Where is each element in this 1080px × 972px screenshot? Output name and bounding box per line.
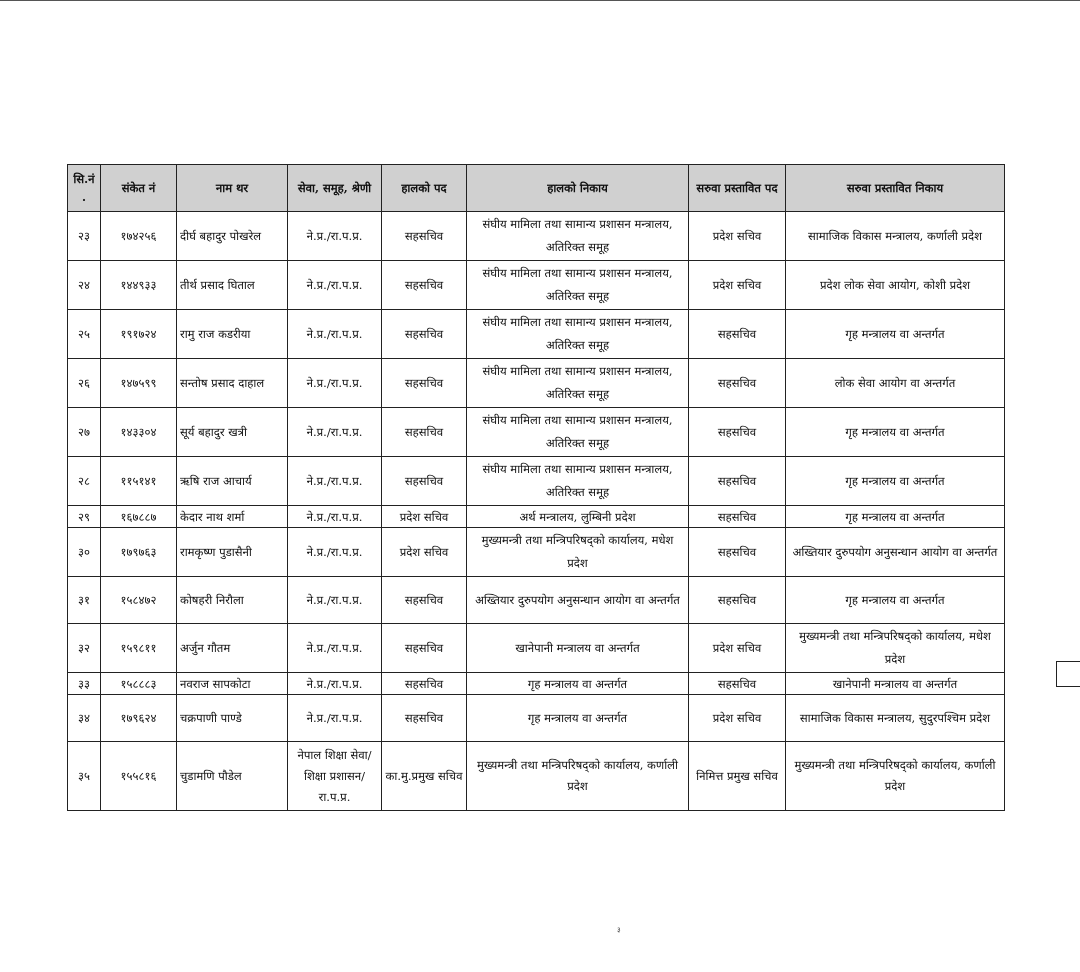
cell-code: १७९७६३ (101, 528, 177, 577)
cell-current-office: अख्तियार दुरुपयोग अनुसन्धान आयोग वा अन्तर्गत (467, 577, 689, 624)
table-row (68, 261, 1005, 310)
cell-proposed-office: गृह मन्त्रालय वा अन्तर्गत (786, 577, 1005, 624)
table-row (68, 212, 1005, 261)
cell-proposed-office: अख्तियार दुरुपयोग अनुसन्धान आयोग वा अन्तर्गत (786, 528, 1005, 577)
cell-service: ने.प्र./रा.प.प्र. (288, 408, 382, 457)
cell-proposed-post: सहसचिव (689, 577, 786, 624)
cell-sn: २९ (68, 506, 101, 528)
cell-name: अर्जुन गौतम (177, 624, 288, 673)
cell-current-office: संघीय मामिला तथा सामान्य प्रशासन मन्त्रालय, अतिरिक्त समूह (467, 212, 689, 261)
cell-current-office: संघीय मामिला तथा सामान्य प्रशासन मन्त्रालय, अतिरिक्त समूह (467, 310, 689, 359)
cell-sn: २८ (68, 457, 101, 506)
table-row (68, 457, 1005, 506)
table-row (68, 673, 1005, 695)
cell-proposed-post: प्रदेश सचिव (689, 212, 786, 261)
table-row (68, 624, 1005, 673)
header-proposed-office: सरुवा प्रस्तावित निकाय (786, 165, 1005, 212)
cell-service: ने.प्र./रा.प.प्र. (288, 310, 382, 359)
cell-current-office: गृह मन्त्रालय वा अन्तर्गत (467, 695, 689, 742)
cell-code: १५८८८३ (101, 673, 177, 695)
table-row (68, 742, 1005, 811)
cell-current-post: सहसचिव (382, 408, 467, 457)
cell-current-office: गृह मन्त्रालय वा अन्तर्गत (467, 673, 689, 695)
cell-service: ने.प्र./रा.प.प्र. (288, 359, 382, 408)
table-row (68, 695, 1005, 742)
cell-name: नवराज सापकोटा (177, 673, 288, 695)
cell-proposed-office: मुख्यमन्त्री तथा मन्त्रिपरिषद्को कार्यालय, कर्णाली प्रदेश (786, 742, 1005, 811)
cell-name: तीर्थ प्रसाद घिताल (177, 261, 288, 310)
cell-service: ने.प्र./रा.प.प्र. (288, 624, 382, 673)
cell-current-post: सहसचिव (382, 359, 467, 408)
cell-code: १७९६२४ (101, 695, 177, 742)
cell-proposed-post: सहसचिव (689, 673, 786, 695)
cell-proposed-post: सहसचिव (689, 506, 786, 528)
cell-current-post: प्रदेश सचिव (382, 506, 467, 528)
cell-name: ऋषि राज आचार्य (177, 457, 288, 506)
cell-current-office: मुख्यमन्त्री तथा मन्त्रिपरिषद्को कार्यालय, कर्णाली प्रदेश (467, 742, 689, 811)
cell-sn: ३३ (68, 673, 101, 695)
cell-service: ने.प्र./रा.प.प्र. (288, 212, 382, 261)
cell-code: १४३३०४ (101, 408, 177, 457)
cell-current-post: सहसचिव (382, 261, 467, 310)
cell-code: ११५१४१ (101, 457, 177, 506)
cell-proposed-office: सामाजिक विकास मन्त्रालय, सुदुरपश्चिम प्रदेश (786, 695, 1005, 742)
cell-name: चुडामणि पौडेल (177, 742, 288, 811)
cell-code: १६७८८७ (101, 506, 177, 528)
cell-service: ने.प्र./रा.प.प्र. (288, 261, 382, 310)
cell-current-post: सहसचिव (382, 695, 467, 742)
cell-current-office: संघीय मामिला तथा सामान्य प्रशासन मन्त्रालय, अतिरिक्त समूह (467, 261, 689, 310)
cell-code: १९१७२४ (101, 310, 177, 359)
page-number: ३ (617, 926, 621, 934)
cell-proposed-office: गृह मन्त्रालय वा अन्तर्गत (786, 457, 1005, 506)
cell-service: ने.प्र./रा.प.प्र. (288, 673, 382, 695)
cell-current-post: सहसचिव (382, 577, 467, 624)
cell-sn: २६ (68, 359, 101, 408)
cell-sn: २५ (68, 310, 101, 359)
cell-current-office: मुख्यमन्त्री तथा मन्त्रिपरिषद्को कार्यालय, मधेश प्रदेश (467, 528, 689, 577)
table-row (68, 310, 1005, 359)
cell-sn: ३४ (68, 695, 101, 742)
cell-code: १४७५९९ (101, 359, 177, 408)
cell-current-office: संघीय मामिला तथा सामान्य प्रशासन मन्त्रालय, अतिरिक्त समूह (467, 408, 689, 457)
header-current-office: हालको निकाय (467, 165, 689, 212)
cell-current-post: प्रदेश सचिव (382, 528, 467, 577)
table-row (68, 528, 1005, 577)
table-row (68, 359, 1005, 408)
cell-code: १५८४७२ (101, 577, 177, 624)
header-proposed-post: सरुवा प्रस्तावित पद (689, 165, 786, 212)
cell-service: ने.प्र./रा.प.प्र. (288, 577, 382, 624)
cell-proposed-post: सहसचिव (689, 408, 786, 457)
header-name: नाम थर (177, 165, 288, 212)
cell-proposed-office: गृह मन्त्रालय वा अन्तर्गत (786, 506, 1005, 528)
transfer-table (67, 164, 1005, 811)
table-row (68, 408, 1005, 457)
header-row (68, 165, 1005, 212)
header-current-post: हालको पद (382, 165, 467, 212)
cell-sn: २७ (68, 408, 101, 457)
cell-current-post: सहसचिव (382, 457, 467, 506)
cell-code: १५५८१६ (101, 742, 177, 811)
cell-name: सूर्य बहादुर खत्री (177, 408, 288, 457)
cell-sn: २४ (68, 261, 101, 310)
cell-current-office: अर्थ मन्त्रालय, लुम्बिनी प्रदेश (467, 506, 689, 528)
cell-proposed-post: सहसचिव (689, 310, 786, 359)
cell-name: केदार नाथ शर्मा (177, 506, 288, 528)
cell-code: १७४२५६ (101, 212, 177, 261)
cell-proposed-post: प्रदेश सचिव (689, 624, 786, 673)
cell-code: १४४९३३ (101, 261, 177, 310)
cell-sn: २३ (68, 212, 101, 261)
cell-proposed-office: गृह मन्त्रालय वा अन्तर्गत (786, 310, 1005, 359)
cell-proposed-office: सामाजिक विकास मन्त्रालय, कर्णाली प्रदेश (786, 212, 1005, 261)
cell-service: ने.प्र./रा.प.प्र. (288, 506, 382, 528)
cell-current-post: सहसचिव (382, 212, 467, 261)
cell-name: रामकृष्ण पुडासैनी (177, 528, 288, 577)
adjacent-table-fragment (1056, 661, 1080, 687)
cell-sn: ३० (68, 528, 101, 577)
cell-proposed-office: प्रदेश लोक सेवा आयोग, कोशी प्रदेश (786, 261, 1005, 310)
cell-service: नेपाल शिक्षा सेवा/ शिक्षा प्रशासन/रा.प.प्र. (288, 742, 382, 811)
table-row (68, 577, 1005, 624)
cell-proposed-post: सहसचिव (689, 528, 786, 577)
cell-proposed-post: प्रदेश सचिव (689, 695, 786, 742)
cell-name: सन्तोष प्रसाद दाहाल (177, 359, 288, 408)
top-border-line (0, 0, 1080, 1)
cell-name: रामु राज कडरीया (177, 310, 288, 359)
header-service: सेवा, समूह, श्रेणी (288, 165, 382, 212)
cell-current-post: सहसचिव (382, 310, 467, 359)
cell-proposed-post: प्रदेश सचिव (689, 261, 786, 310)
cell-proposed-office: मुख्यमन्त्री तथा मन्त्रिपरिषद्को कार्यालय, मधेश प्रदेश (786, 624, 1005, 673)
cell-current-post: का.मु.प्रमुख सचिव (382, 742, 467, 811)
cell-name: चक्रपाणी पाण्डे (177, 695, 288, 742)
cell-code: १५९८११ (101, 624, 177, 673)
cell-sn: ३२ (68, 624, 101, 673)
cell-service: ने.प्र./रा.प.प्र. (288, 695, 382, 742)
cell-sn: ३५ (68, 742, 101, 811)
cell-proposed-post: निमित्त प्रमुख सचिव (689, 742, 786, 811)
cell-current-post: सहसचिव (382, 673, 467, 695)
cell-current-office: खानेपानी मन्त्रालय वा अन्तर्गत (467, 624, 689, 673)
cell-service: ने.प्र./रा.प.प्र. (288, 457, 382, 506)
cell-proposed-office: खानेपानी मन्त्रालय वा अन्तर्गत (786, 673, 1005, 695)
cell-current-office: संघीय मामिला तथा सामान्य प्रशासन मन्त्रालय, अतिरिक्त समूह (467, 457, 689, 506)
cell-sn: ३१ (68, 577, 101, 624)
table-row (68, 506, 1005, 528)
cell-proposed-post: सहसचिव (689, 359, 786, 408)
cell-name: दीर्घ बहादुर पोखरेल (177, 212, 288, 261)
header-sn: सि.नं . (68, 165, 101, 212)
cell-proposed-post: सहसचिव (689, 457, 786, 506)
cell-proposed-office: गृह मन्त्रालय वा अन्तर्गत (786, 408, 1005, 457)
header-code: संकेत नं (101, 165, 177, 212)
cell-name: कोषहरी निरौला (177, 577, 288, 624)
cell-service: ने.प्र./रा.प.प्र. (288, 528, 382, 577)
cell-current-post: सहसचिव (382, 624, 467, 673)
cell-current-office: संघीय मामिला तथा सामान्य प्रशासन मन्त्रालय, अतिरिक्त समूह (467, 359, 689, 408)
cell-proposed-office: लोक सेवा आयोग वा अन्तर्गत (786, 359, 1005, 408)
